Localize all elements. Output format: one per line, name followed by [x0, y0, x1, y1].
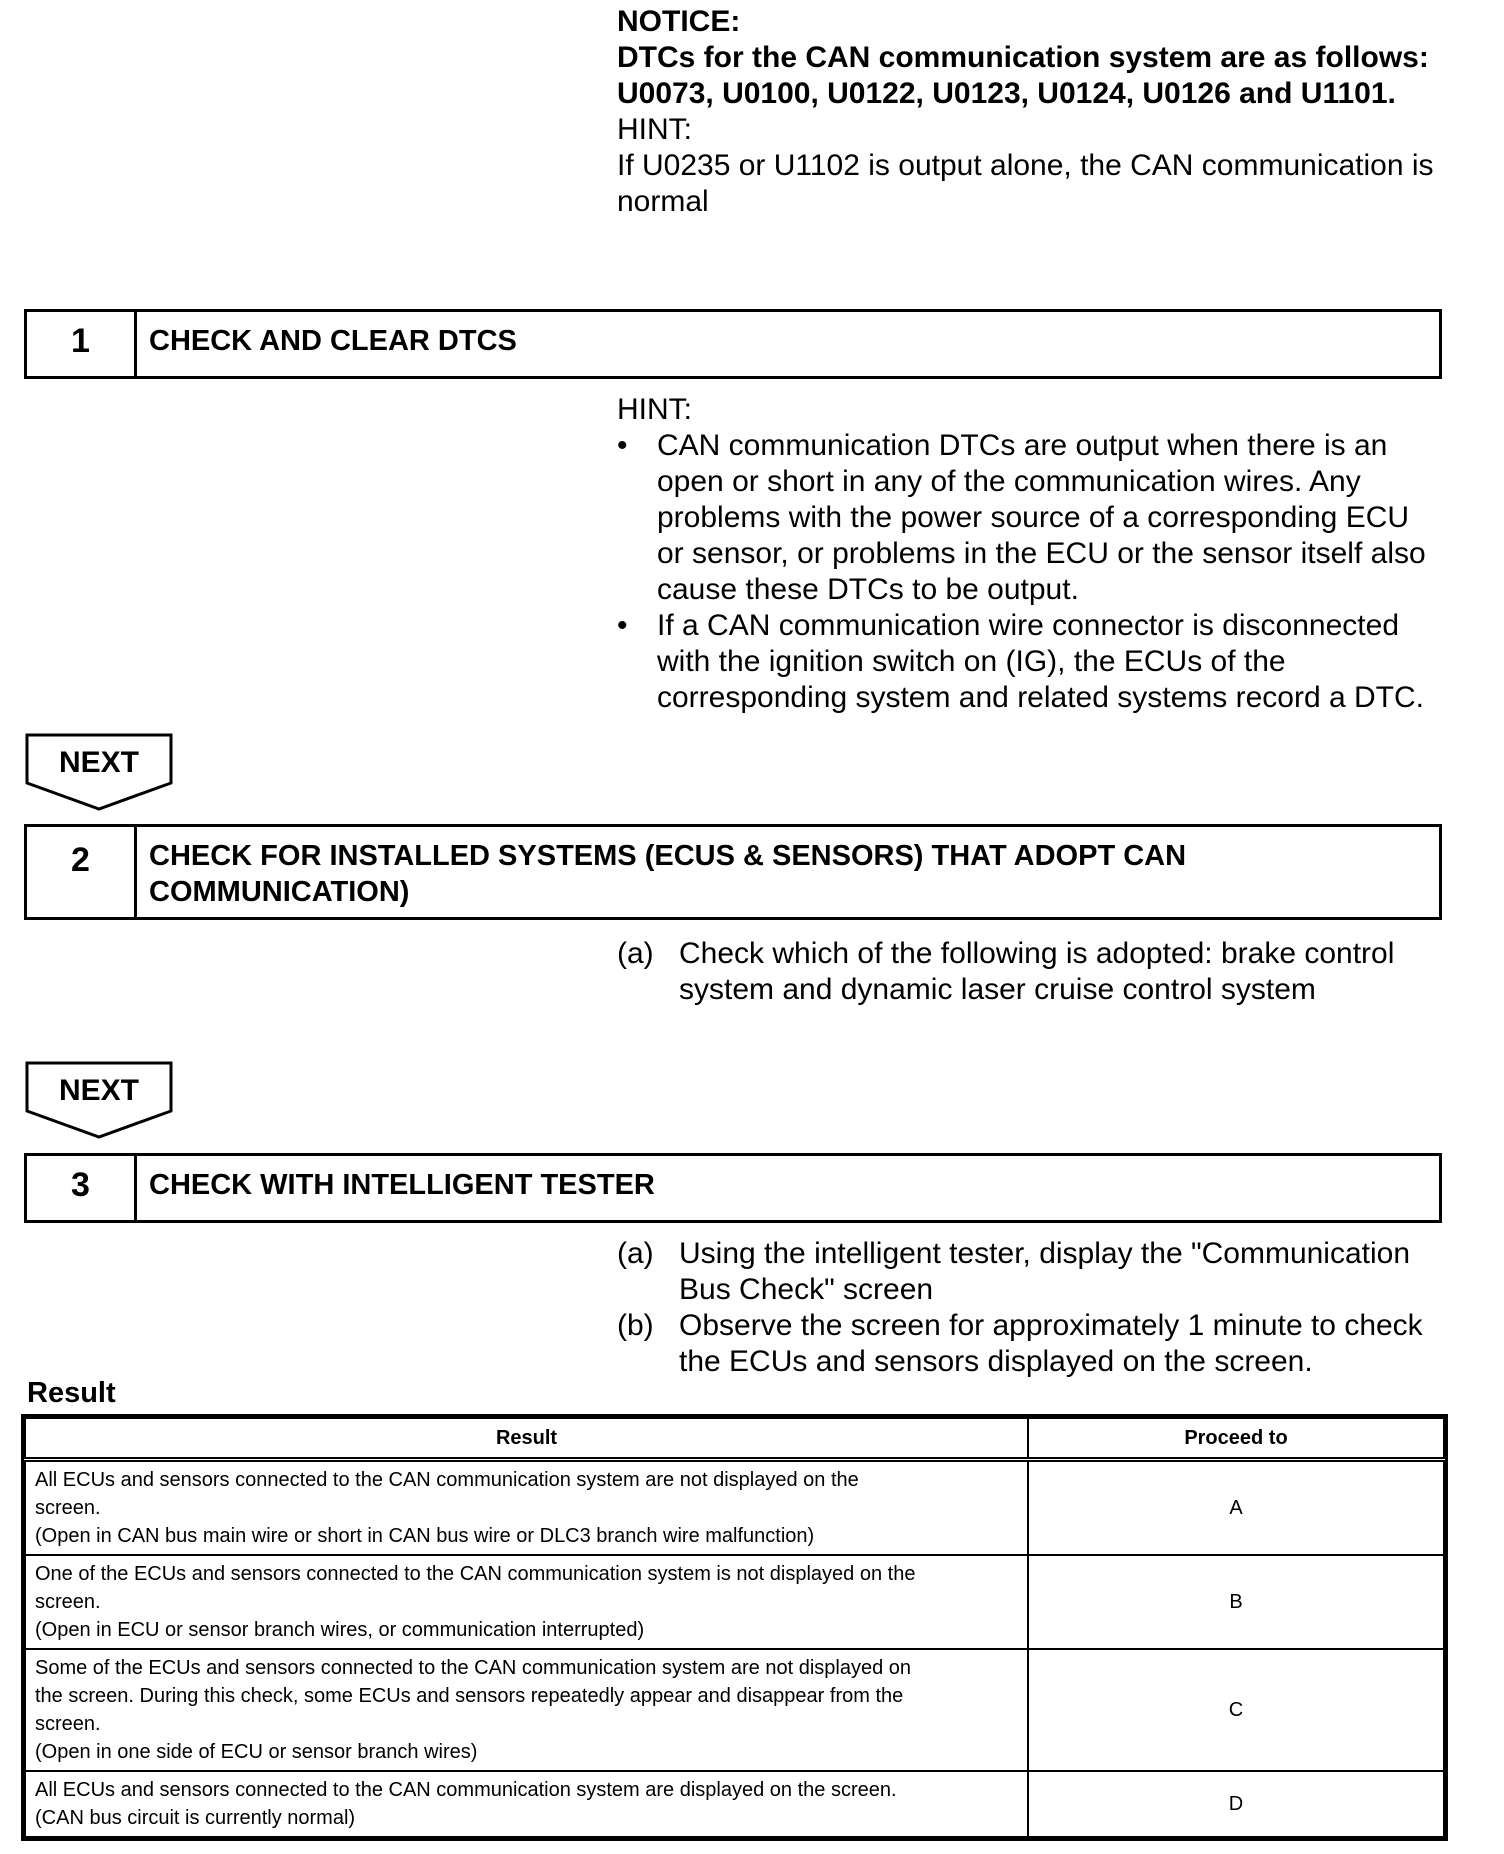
notice-hint-line-1: If U0235 or U1102 is output alone, the CAN communication is [617, 149, 1434, 182]
step-2-number: 2 [27, 827, 137, 917]
bullet-2-line: corresponding system and related systems record a DTC. [657, 681, 1424, 714]
table-row [25, 1649, 1444, 1771]
step-3-header [24, 1153, 1442, 1223]
result-line: One of the ECUs and sensors connected to the CAN communication system is not displayed on the [35, 1563, 916, 1585]
result-line: screen. [35, 1591, 101, 1613]
step-2-title [137, 827, 1439, 917]
step-2-marker: (a) [617, 937, 654, 970]
bullet-icon: • [617, 429, 628, 462]
header-proceed-to: Proceed to [1028, 1418, 1444, 1460]
step-3-a-line: Bus Check" screen [679, 1273, 934, 1306]
step-1-hint-bullet-1 [617, 428, 1447, 608]
step-1-header [24, 309, 1442, 379]
step-1-hint-bullet-2 [617, 608, 1447, 716]
notice-block [617, 4, 1447, 220]
step-2-header [24, 824, 1442, 920]
result-table [24, 1417, 1445, 1838]
step-3-b-line: Observe the screen for approximately 1 minute to check [679, 1309, 1423, 1342]
proceed-to-value: D [1028, 1771, 1444, 1837]
bullet-icon: • [617, 609, 628, 642]
result-line: the screen. During this check, some ECUs and sensors repeatedly appear and disappear from the [35, 1685, 904, 1707]
step-1-hint-label: HINT: [617, 393, 692, 426]
header-result: Result [25, 1418, 1028, 1460]
step-1-number: 1 [27, 312, 137, 376]
bullet-1-line: open or short in any of the communication wires. Any [657, 465, 1361, 498]
notice-hint-label: HINT: [617, 113, 692, 146]
step-3-instruction-a [617, 1236, 1447, 1308]
notice-line-1: DTCs for the CAN communication system are as follows: [617, 41, 1429, 74]
result-table-header-row [25, 1418, 1444, 1460]
result-line: screen. [35, 1497, 101, 1519]
step-3-b-line: the ECUs and sensors displayed on the screen. [679, 1345, 1313, 1378]
result-description [25, 1555, 1028, 1649]
next-button-2[interactable] [25, 1061, 173, 1139]
proceed-to-value: C [1028, 1649, 1444, 1771]
notice-hint-line-2: normal [617, 185, 709, 218]
step-2-title-line-1: CHECK FOR INSTALLED SYSTEMS (ECUS & SENSORS) THAT ADOPT CAN [149, 840, 1187, 872]
step-3-marker-a: (a) [617, 1237, 654, 1270]
next-label: NEXT [58, 746, 139, 779]
notice-line-2: U0073, U0100, U0122, U0123, U0124, U0126 and U1101. [617, 77, 1396, 110]
result-line: (Open in one side of ECU or sensor branch wires) [35, 1741, 478, 1763]
bullet-1-line: CAN communication DTCs are output when there is an [657, 429, 1388, 462]
step-2-instruction [617, 936, 1504, 1008]
result-line: screen. [35, 1713, 101, 1735]
step-3-title: CHECK WITH INTELLIGENT TESTER [149, 1169, 655, 1201]
bullet-1-line: cause these DTCs to be output. [657, 573, 1079, 606]
step-1-hint [617, 392, 1447, 716]
table-row [25, 1555, 1444, 1649]
result-description [25, 1649, 1028, 1771]
step-1-title: CHECK AND CLEAR DTCS [149, 325, 517, 357]
next-button-1[interactable] [25, 733, 173, 811]
step-3-number: 3 [27, 1156, 137, 1220]
result-line: (CAN bus circuit is currently normal) [35, 1807, 356, 1829]
result-line: (Open in ECU or sensor branch wires, or communication interrupted) [35, 1619, 645, 1641]
step-3-a-line: Using the intelligent tester, display the "Communication [679, 1237, 1411, 1270]
step-2-line: Check which of the following is adopted: brake control [679, 937, 1395, 970]
table-row [25, 1771, 1444, 1837]
table-row [25, 1460, 1444, 1556]
step-3-instruction-b [617, 1308, 1447, 1380]
step-3-instructions [617, 1236, 1447, 1380]
notice-heading: NOTICE: [617, 5, 741, 38]
proceed-to-value: B [1028, 1555, 1444, 1649]
bullet-2-line: with the ignition switch on (IG), the ECUs of the [657, 645, 1286, 678]
result-line: Some of the ECUs and sensors connected to the CAN communication system are not displayed on [35, 1657, 912, 1679]
step-2-title-line-2: COMMUNICATION) [149, 876, 410, 908]
result-line: (Open in CAN bus main wire or short in CAN bus wire or DLC3 branch wire malfunction) [35, 1525, 815, 1547]
bullet-1-line: problems with the power source of a corresponding ECU [657, 501, 1410, 534]
result-heading: Result [27, 1377, 116, 1409]
result-description [25, 1771, 1028, 1837]
bullet-2-line: If a CAN communication wire connector is disconnected [657, 609, 1400, 642]
result-description [25, 1460, 1028, 1556]
proceed-to-value: A [1028, 1460, 1444, 1556]
result-line: All ECUs and sensors connected to the CAN communication system are displayed on the screen. [35, 1779, 897, 1801]
step-3-marker-b: (b) [617, 1309, 654, 1342]
step-2-line: system and dynamic laser cruise control system [679, 973, 1316, 1006]
next-label: NEXT [58, 1074, 139, 1107]
bullet-1-line: or sensor, or problems in the ECU or the sensor itself also [657, 537, 1426, 570]
result-line: All ECUs and sensors connected to the CAN communication system are not displayed on the [35, 1469, 859, 1491]
